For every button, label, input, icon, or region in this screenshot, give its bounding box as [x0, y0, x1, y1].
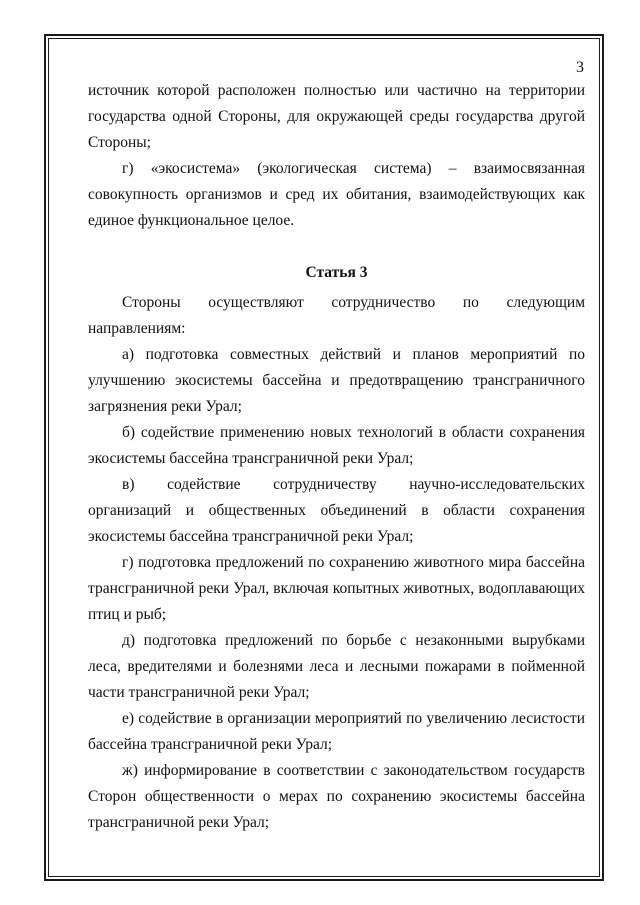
article-item-zh: ж) информирование в соответствии с законодательством государств Сторон общественности о мерах по сохранению экосистемы бассейна трансграничной реки Урал; — [88, 762, 585, 831]
article-item-d: д) подготовка предложений по борьбе с незаконными вырубками леса, вредителями и болезнями леса и лесными пожарами в пойменной части трансграничной реки Урал; — [88, 632, 585, 701]
page-number: 3 — [576, 59, 584, 76]
document-body — [88, 78, 585, 836]
article-item-e: е) содействие в организации мероприятий по увеличению лесистости бассейна трансграничной реки Урал; — [88, 710, 585, 753]
article-item-a: а) подготовка совместных действий и планов мероприятий по улучшению экосистемы бассейна и предотвращению трансграничного загрязнения реки Урал; — [88, 346, 585, 415]
article-heading: Статья 3 — [305, 264, 368, 281]
paragraph-continuation: источник которой расположен полностью или частично на территории государства одной Стороны, для окружающей среды государства другой Стороны; — [88, 82, 585, 151]
article-item-b: б) содействие применению новых технологий в области сохранения экосистемы бассейна трансграничной реки Урал; — [88, 424, 585, 467]
paragraph-definition-ecosystem: г) «экосистема» (экологическая система) – взаимосвязанная совокупность организмов и сред их обитания, взаимодействующих как единое функциональное целое. — [88, 160, 585, 229]
article-item-v: в) содействие сотрудничеству научно-исследовательских организаций и общественных объединений в области сохранения экосистемы бассейна трансграничной реки Урал; — [88, 476, 585, 545]
article-intro: Стороны осуществляют сотрудничество по следующим направлениям: — [88, 294, 585, 337]
article-item-g: г) подготовка предложений по сохранению животного мира бассейна трансграничной реки Урал, включая копытных животных, водоплавающих птиц и рыб; — [88, 554, 585, 623]
